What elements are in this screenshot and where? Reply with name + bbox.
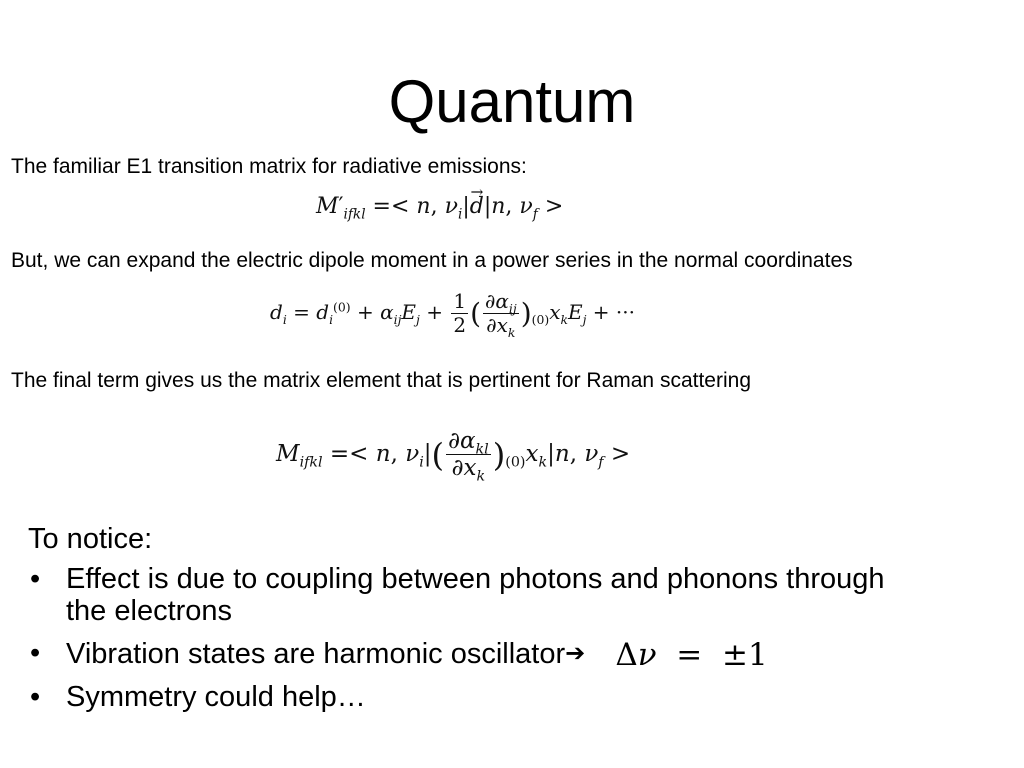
bullet-icon: • — [30, 563, 41, 595]
dipole-expansion-equation: $d_i = d_i^{(0)} + \alpha_{ij}E_j$ + $\frac{1}{2}$ ( $\frac{\partial\alpha_{ij}}{\partial x_k}$ )$_{(0)}x_kE_j$ + ··· — [270, 289, 635, 340]
list-item — [28, 563, 928, 627]
selection-rule-equation: Δν = ±1 — [615, 637, 768, 673]
bullet-icon: • — [30, 637, 41, 669]
intro-text: The familiar E1 transition matrix for radiative emissions: — [11, 155, 527, 178]
bullet-icon: • — [30, 681, 41, 713]
raman-matrix-equation: $M_{ifkl} =< n$, $\nu_i|$( $\frac{\partial\alpha_{kl}}{\partial x_k}$ )$_{(0)}x_k|n$, $\nu_f$ > — [276, 428, 631, 486]
expand-text: But, we can expand the electric dipole moment in a power series in the normal coordinates — [11, 249, 853, 272]
right-arrow-icon: ➔ — [565, 639, 586, 667]
list-item-text: Vibration states are harmonic oscillator — [66, 638, 566, 670]
notice-list — [28, 563, 928, 723]
final-term-text: The final term gives us the matrix element that is pertinent for Raman scattering — [11, 369, 751, 392]
transition-matrix-equation: $M'_{ifkl} =< n$, $\nu_i|\to d|n$, $\nu_f$ > — [316, 194, 563, 219]
list-item-text: Effect is due to coupling between photons and phonons through the electrons — [66, 563, 885, 627]
list-item — [28, 637, 928, 671]
slide-title: Quantum — [388, 68, 636, 135]
list-item — [28, 681, 928, 713]
list-item-text: Symmetry could help… — [66, 681, 366, 713]
notice-heading: To notice: — [28, 523, 153, 555]
